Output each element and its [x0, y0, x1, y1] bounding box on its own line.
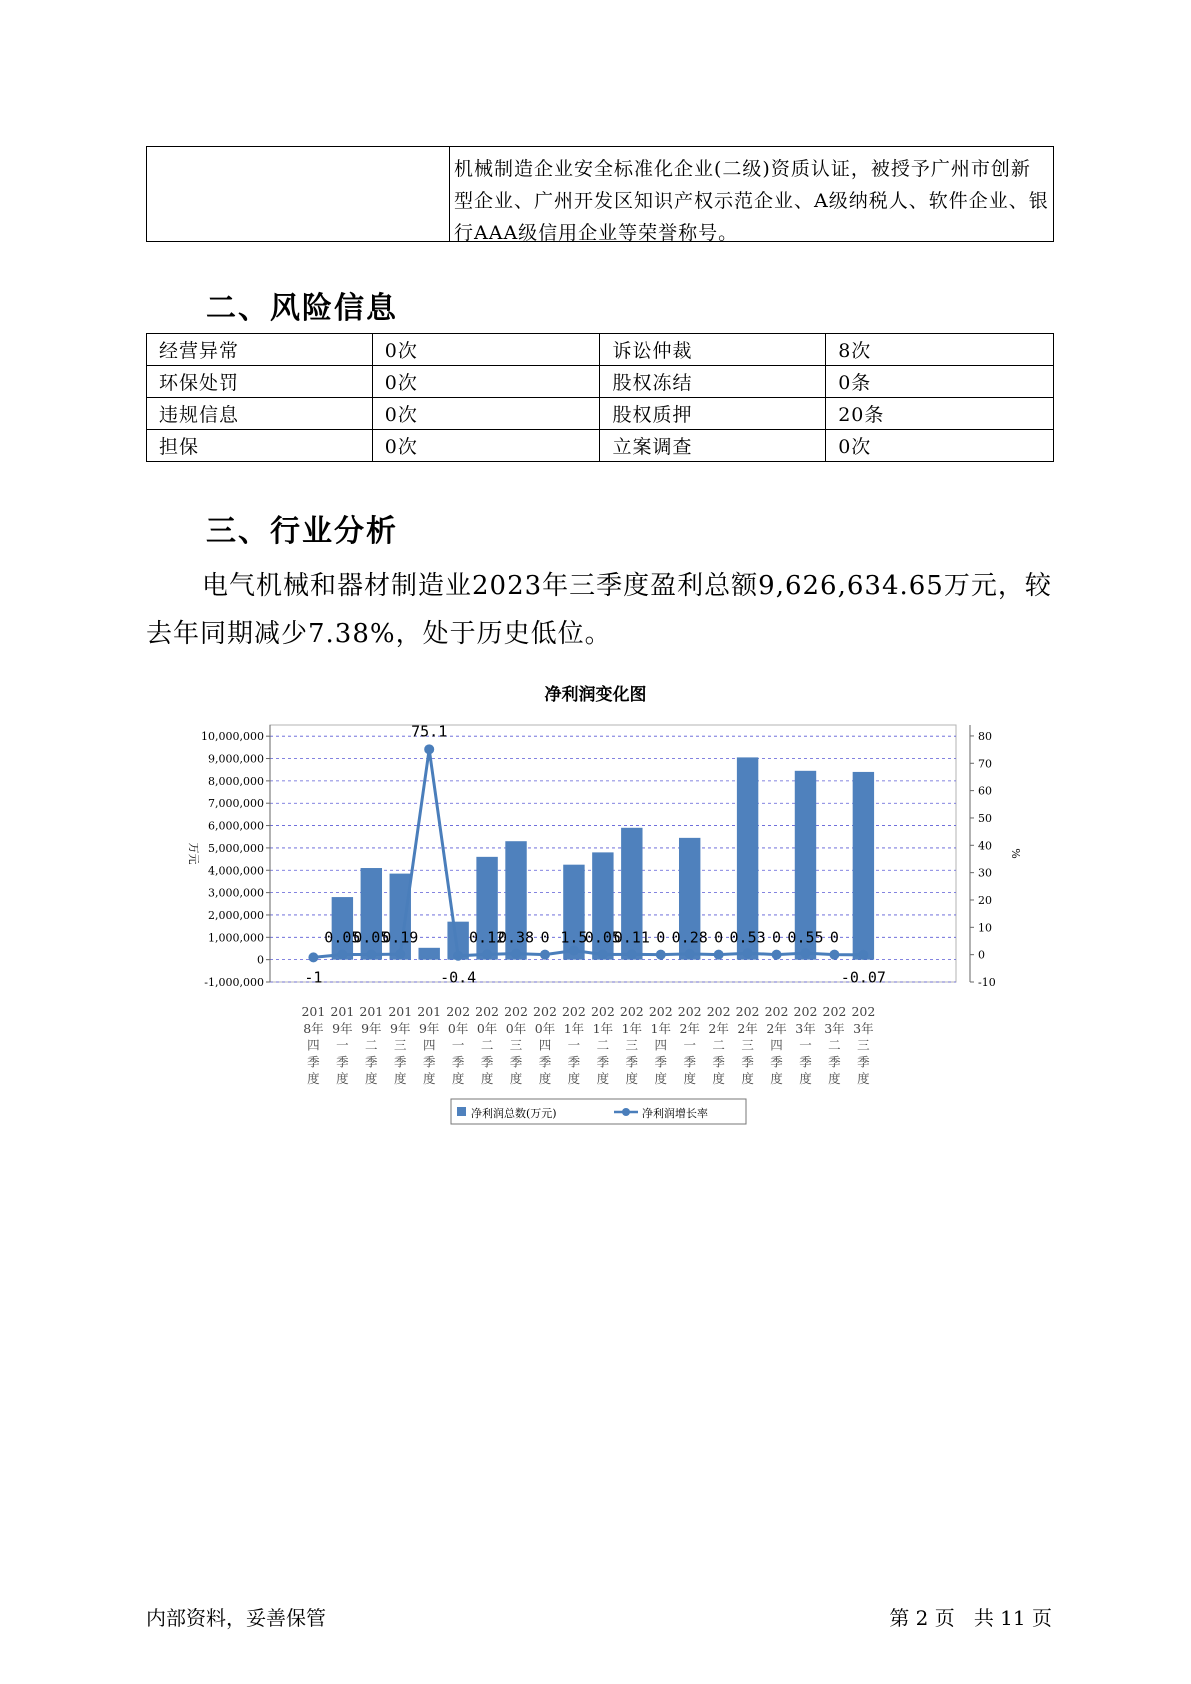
growth-rate-point: [395, 949, 405, 959]
y-tick-label: 2,000,000: [208, 908, 264, 922]
x-tick-label: 201 9年二季度: [359, 1004, 384, 1087]
x-tick-label: 201 9年一季度: [330, 1004, 355, 1087]
y-tick-label: 7,000,000: [208, 797, 264, 811]
data-label: 0: [829, 928, 839, 947]
data-label: 0.55: [787, 928, 824, 947]
risk-label: 经营异常: [147, 334, 373, 366]
y2-tick-label: -10: [978, 976, 996, 989]
growth-rate-point: [337, 950, 347, 960]
legend-line-label: 净利润增长率: [642, 1107, 708, 1120]
y2-tick-label: 70: [978, 757, 992, 771]
growth-rate-point: [366, 950, 376, 960]
growth-rate-point: [829, 950, 839, 960]
y-tick-label: 5,000,000: [208, 841, 264, 855]
growth-rate-point: [453, 951, 463, 961]
data-label: 1.5: [560, 928, 588, 947]
bar: [853, 772, 874, 960]
y2-tick-label: 50: [978, 811, 992, 825]
growth-rate-point: [598, 950, 608, 960]
data-label: -1: [304, 968, 323, 987]
x-tick-label: 202 2年三季度: [735, 1004, 760, 1087]
x-tick-label: 202 3年一季度: [793, 1004, 818, 1087]
bar: [418, 948, 439, 960]
data-label: 0.05: [584, 928, 621, 947]
data-label: 0.11: [613, 928, 650, 947]
x-tick-label: 201 8年四季度: [301, 1004, 326, 1087]
data-label: 0: [540, 928, 550, 947]
x-tick-label: 202 0年三季度: [504, 1004, 528, 1087]
data-label: 0.28: [671, 928, 708, 947]
y-tick-label: 8,000,000: [208, 774, 264, 788]
risk-value: 0条: [826, 366, 1054, 398]
legend-bar-swatch: [457, 1107, 466, 1116]
growth-rate-point: [482, 949, 492, 959]
y-tick-label: 3,000,000: [208, 886, 264, 900]
x-tick-label: 202 0年二季度: [475, 1004, 500, 1087]
risk-value: 0次: [372, 430, 600, 462]
y2-axis-title: %: [1009, 848, 1022, 859]
x-tick-label: 202 1年四季度: [648, 1004, 673, 1087]
risk-value: 0次: [372, 398, 600, 430]
x-tick-label: 202 0年四季度: [533, 1004, 557, 1087]
growth-rate-point: [569, 946, 579, 956]
x-tick-label: 201 9年三季度: [388, 1004, 413, 1087]
y-axis-title: 万元: [187, 842, 200, 865]
x-tick-label: 201 9年四季度: [417, 1004, 442, 1087]
growth-rate-point: [858, 950, 868, 960]
growth-rate-point: [685, 949, 695, 959]
data-label: 0.12: [469, 928, 506, 947]
x-tick-label: 202 1年三季度: [619, 1004, 644, 1087]
x-tick-label: 202 0年一季度: [446, 1004, 471, 1087]
risk-value: 0次: [826, 430, 1054, 462]
growth-rate-point: [743, 948, 753, 958]
data-label: 0.38: [497, 928, 535, 947]
risk-label: 股权冻结: [600, 366, 826, 398]
x-tick-label: 202 1年一季度: [561, 1004, 586, 1087]
growth-rate-point: [511, 949, 521, 959]
legend-bar-label: 净利润总数(万元): [471, 1107, 557, 1120]
growth-rate-point: [424, 744, 434, 754]
y2-tick-label: 60: [978, 784, 992, 798]
x-tick-label: 202 3年二季度: [822, 1004, 847, 1087]
growth-rate-point: [772, 950, 782, 960]
y-tick-label: 0: [257, 953, 264, 967]
risk-label: 担保: [147, 430, 373, 462]
x-tick-label: 202 1年二季度: [590, 1004, 615, 1087]
industry-summary-paragraph: 电气机械和器材制造业2023年三季度盈利总额9,626,634.65万元，较去年同期减少7.38%，处于历史低位。: [146, 571, 1052, 649]
growth-rate-point: [308, 952, 318, 962]
data-label: 0: [714, 928, 724, 947]
data-label: 0.53: [729, 928, 766, 947]
risk-label: 立案调查: [600, 430, 826, 462]
y2-tick-label: 40: [978, 839, 992, 853]
y2-tick-label: 30: [978, 866, 992, 880]
qualification-text: 机械制造企业安全标准化企业(二级)资质认证，被授予广州市创新型企业、广州开发区知识产权示范企业、A级纳税人、软件企业、银行AAA级信用企业等荣誉称号。: [454, 158, 1049, 244]
y2-tick-label: 0: [978, 948, 985, 962]
y-tick-label: -1,000,000: [204, 976, 264, 989]
data-label: -0.4: [440, 968, 477, 987]
data-label: 0.05: [324, 928, 361, 947]
risk-label: 股权质押: [600, 398, 826, 430]
risk-value: 20条: [826, 398, 1054, 430]
section-heading-risk: 二、风险信息: [206, 291, 398, 326]
data-label: -0.07: [840, 968, 886, 987]
y-tick-label: 4,000,000: [208, 864, 264, 878]
data-label: 0: [656, 928, 666, 947]
y-tick-label: 1,000,000: [208, 931, 264, 945]
growth-rate-point: [714, 950, 724, 960]
growth-rate-point: [656, 950, 666, 960]
x-tick-label: 202 2年二季度: [706, 1004, 731, 1087]
section-heading-industry: 三、行业分析: [206, 514, 398, 549]
footer-page-number: 第 2 页 共 11 页: [889, 1606, 1052, 1630]
risk-value: 8次: [826, 334, 1054, 366]
data-label: 75.1: [411, 722, 448, 741]
data-label: 0.19: [382, 928, 419, 947]
legend-line-marker: [622, 1108, 630, 1116]
y2-tick-label: 10: [978, 921, 992, 935]
chart-title: 净利润变化图: [544, 685, 647, 705]
y-tick-label: 6,000,000: [208, 819, 264, 833]
x-tick-label: 202 3年三季度: [851, 1004, 876, 1087]
data-label: 0: [772, 928, 782, 947]
y2-tick-label: 20: [978, 893, 992, 907]
risk-value: 0次: [372, 366, 600, 398]
risk-value: 0次: [372, 334, 600, 366]
y2-tick-label: 80: [978, 729, 992, 743]
y-tick-label: 10,000,000: [201, 730, 264, 744]
risk-label: 违规信息: [147, 398, 373, 430]
risk-label: 诉讼仲裁: [600, 334, 826, 366]
risk-label: 环保处罚: [147, 366, 373, 398]
data-label: 0.05: [353, 928, 390, 947]
x-tick-label: 202 2年四季度: [764, 1004, 789, 1087]
y-tick-label: 9,000,000: [208, 752, 264, 766]
growth-rate-point: [540, 950, 550, 960]
growth-rate-point: [627, 949, 637, 959]
x-tick-label: 202 2年一季度: [677, 1004, 702, 1087]
footer-confidential: 内部资料，妥善保管: [146, 1606, 326, 1630]
growth-rate-point: [800, 948, 810, 958]
